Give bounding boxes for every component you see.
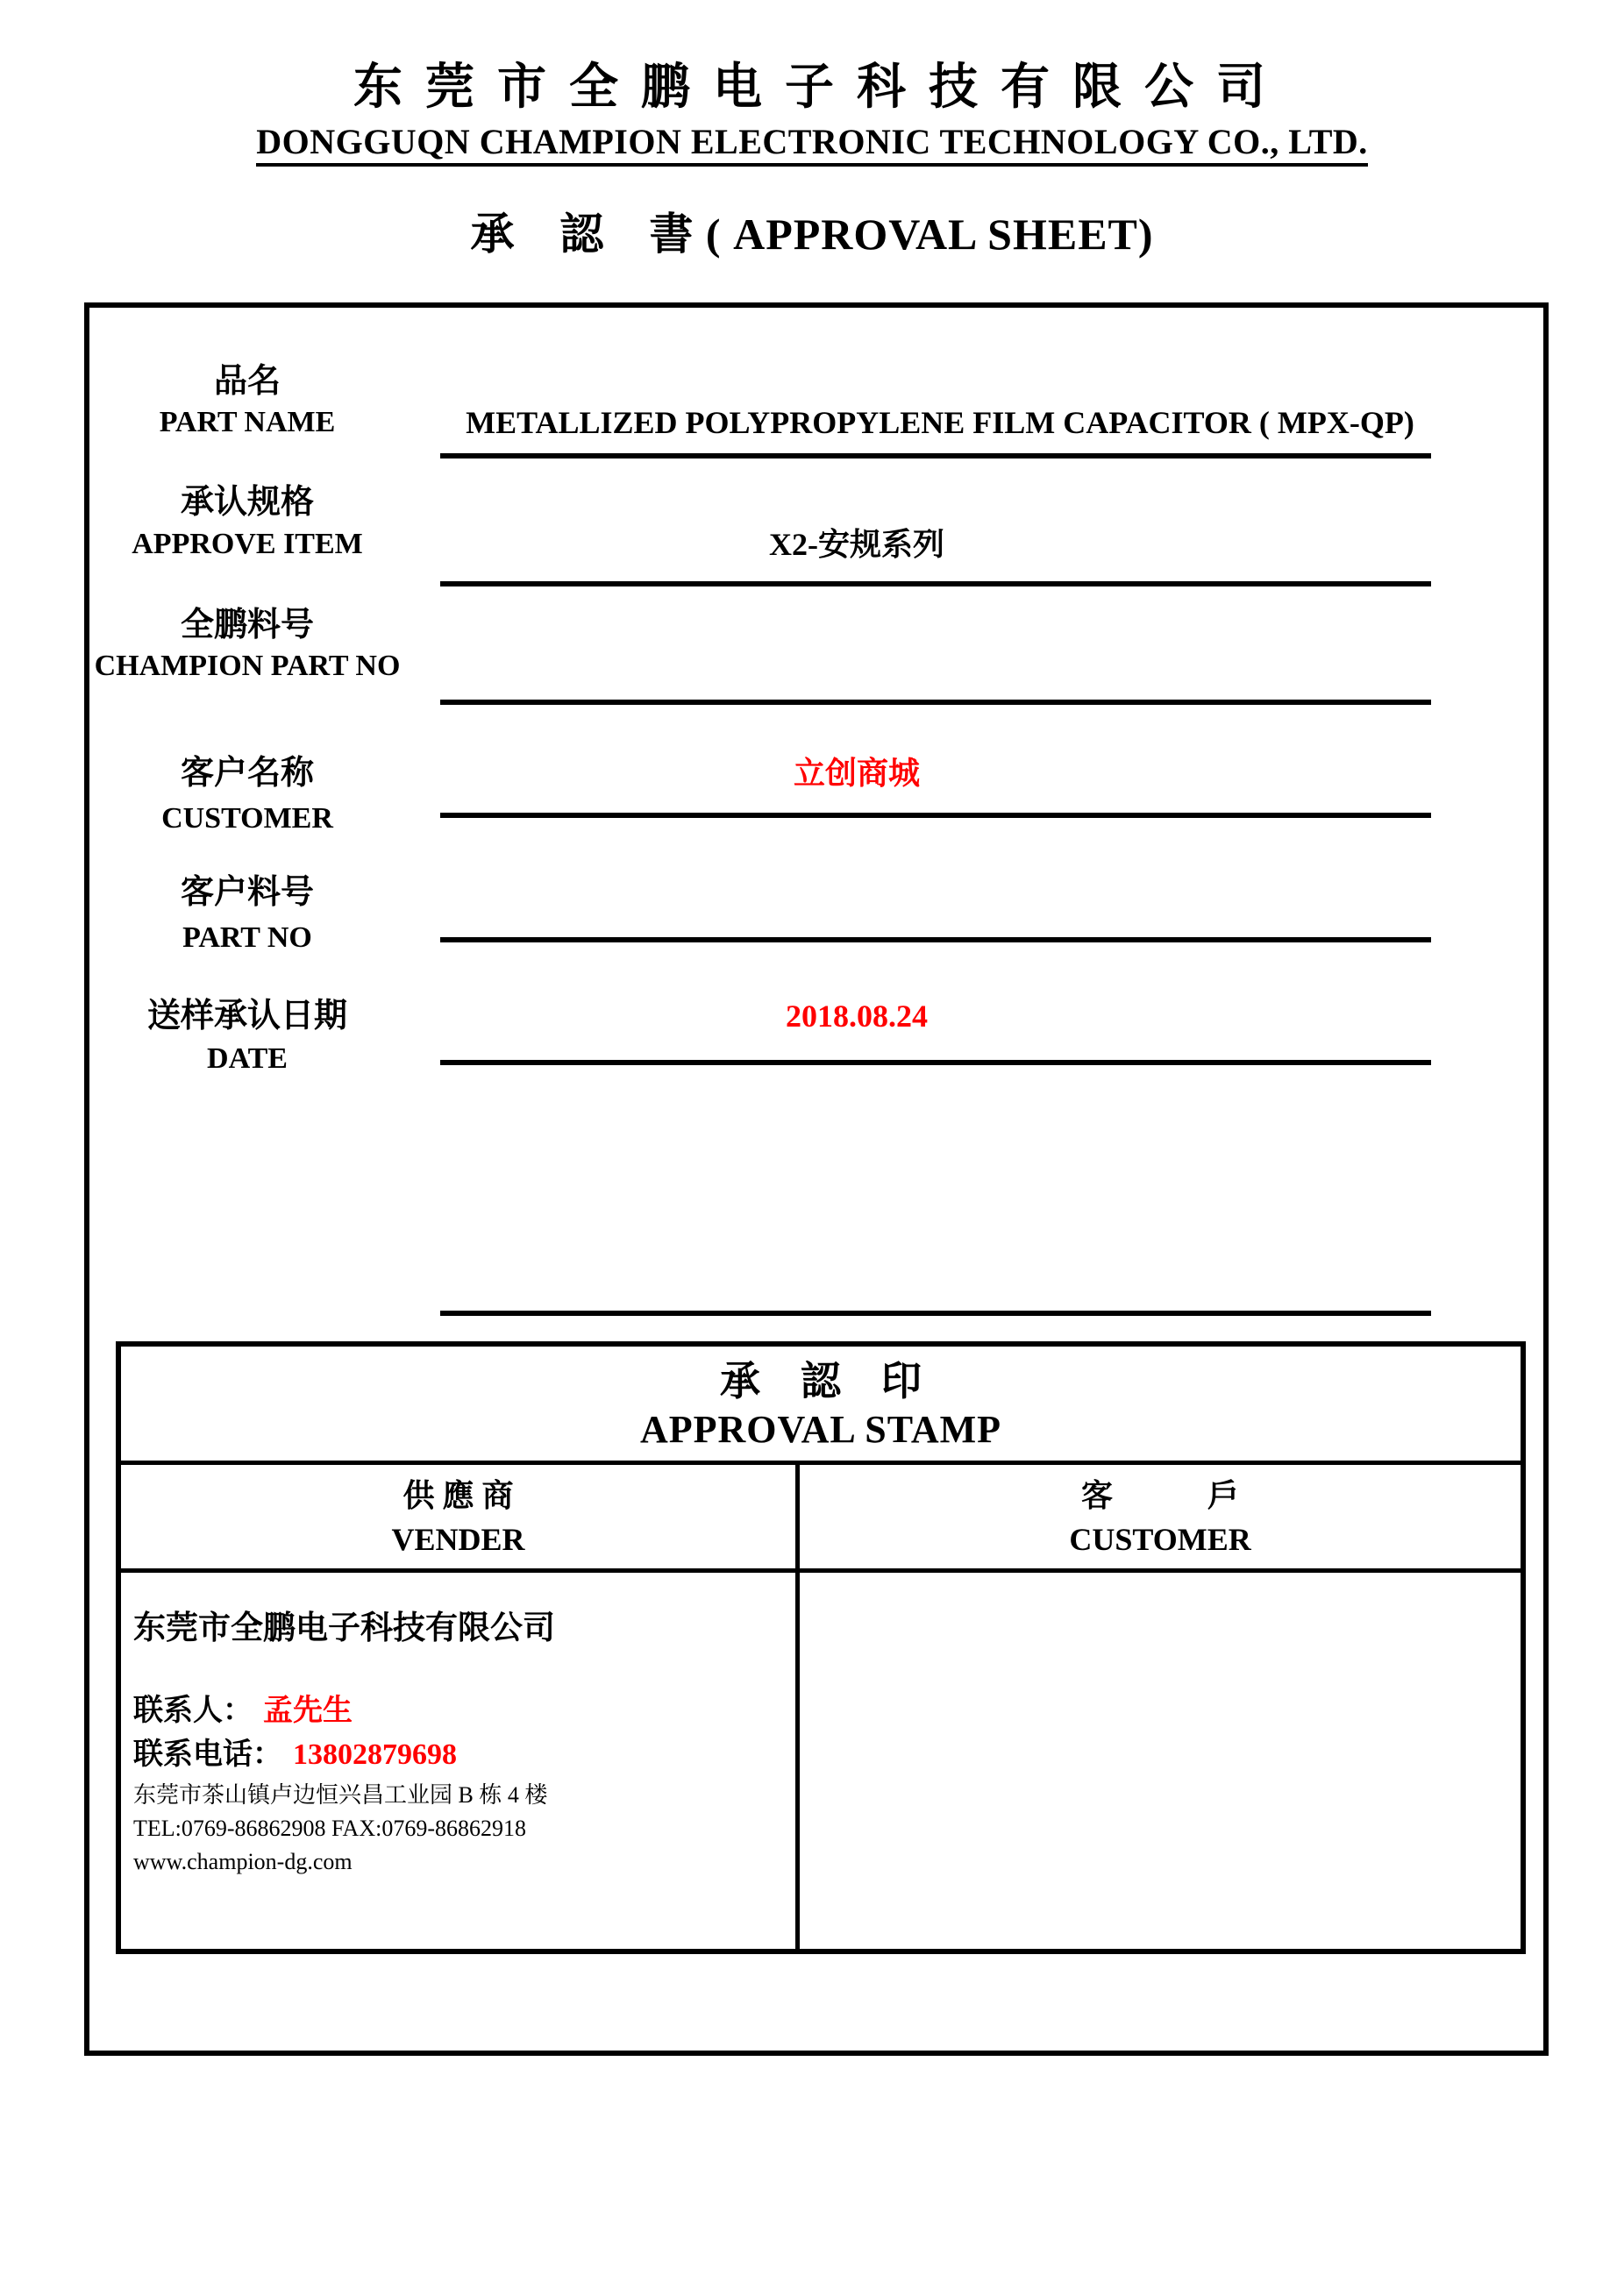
date-value: 2018.08.24 xyxy=(786,999,928,1034)
approval-stamp-title-en: APPROVAL STAMP xyxy=(639,1408,1002,1451)
date-label-en: DATE xyxy=(207,1042,288,1075)
approve-item-value: X2-安规系列 xyxy=(769,527,944,562)
champion-part-no-label-cn: 全鹏料号 xyxy=(180,607,314,643)
customer-column xyxy=(800,1465,1521,1949)
part-name-value: METALLIZED POLYPROPYLENE FILM CAPACITOR ( MPX-QP) xyxy=(466,405,1414,440)
company-name-english: DONGGUQN CHAMPION ELECTRONIC TECHNOLOGY CO., LTD. xyxy=(256,124,1368,167)
part-name-label-cn: 品名 xyxy=(213,363,281,400)
vendor-column-header xyxy=(121,1465,795,1573)
vendor-header-cn: 供 應 商 xyxy=(402,1478,514,1513)
vendor-header-en: VENDER xyxy=(391,1522,525,1557)
customer-column-header xyxy=(800,1465,1521,1573)
part-no-label-cn: 客户料号 xyxy=(180,874,314,911)
customer-label-cn: 客户名称 xyxy=(180,755,314,792)
customer-underline xyxy=(440,813,1431,818)
vendor-contact-line xyxy=(133,1690,795,1732)
customer-header-en: CUSTOMER xyxy=(1069,1522,1251,1557)
company-name-chinese: 东 莞 市 全 鹏 电 子 科 技 有 限 公 司 xyxy=(353,60,1271,115)
stamp-columns xyxy=(121,1465,1521,1949)
document-title: 承 認 書 ( APPROVAL SHEET) xyxy=(470,210,1154,259)
contact-name: 孟先生 xyxy=(263,1695,353,1727)
approval-stamp-title-cn: 承 認 印 xyxy=(720,1359,922,1404)
customer-value: 立创商城 xyxy=(793,756,920,791)
customer-header-cn: 客 戶 xyxy=(1081,1478,1240,1513)
phone-label: 联系电话： xyxy=(133,1738,282,1771)
approval-stamp-header xyxy=(121,1347,1521,1465)
vendor-tel-fax: TEL:0769-86862908 FAX:0769-86862918 xyxy=(133,1816,526,1841)
contact-label: 联系人： xyxy=(133,1695,253,1727)
vendor-website: www.champion-dg.com xyxy=(133,1849,353,1874)
form-box xyxy=(84,302,1549,2056)
part-name-label-en: PART NAME xyxy=(159,406,336,438)
champion-part-no-label-en: CHAMPION PART NO xyxy=(94,650,401,682)
phone-number: 13802879698 xyxy=(293,1738,457,1771)
separator-line xyxy=(440,1311,1431,1316)
part-no-underline xyxy=(440,937,1431,942)
customer-label-en: CUSTOMER xyxy=(161,802,333,835)
champion-part-no-underline xyxy=(440,700,1431,705)
approve-item-underline xyxy=(440,581,1431,586)
vendor-stamp-area xyxy=(121,1573,795,1949)
customer-stamp-area xyxy=(800,1573,1521,1949)
company-name-english-wrap xyxy=(0,124,1624,167)
vendor-column xyxy=(121,1465,800,1949)
vendor-address: 东莞市茶山镇卢边恒兴昌工业园 B 栋 4 楼 xyxy=(133,1782,548,1808)
part-no-label-en: PART NO xyxy=(182,921,312,954)
vendor-company-name: 东莞市全鹏电子科技有限公司 xyxy=(133,1610,555,1646)
approve-item-label-en: APPROVE ITEM xyxy=(132,528,363,560)
date-label-cn: 送样承认日期 xyxy=(146,998,347,1034)
approval-stamp-section xyxy=(116,1341,1526,1954)
date-underline xyxy=(440,1060,1431,1065)
part-name-underline xyxy=(440,453,1431,458)
approve-item-label-cn: 承认规格 xyxy=(180,484,314,521)
vendor-phone-line xyxy=(133,1736,795,1774)
